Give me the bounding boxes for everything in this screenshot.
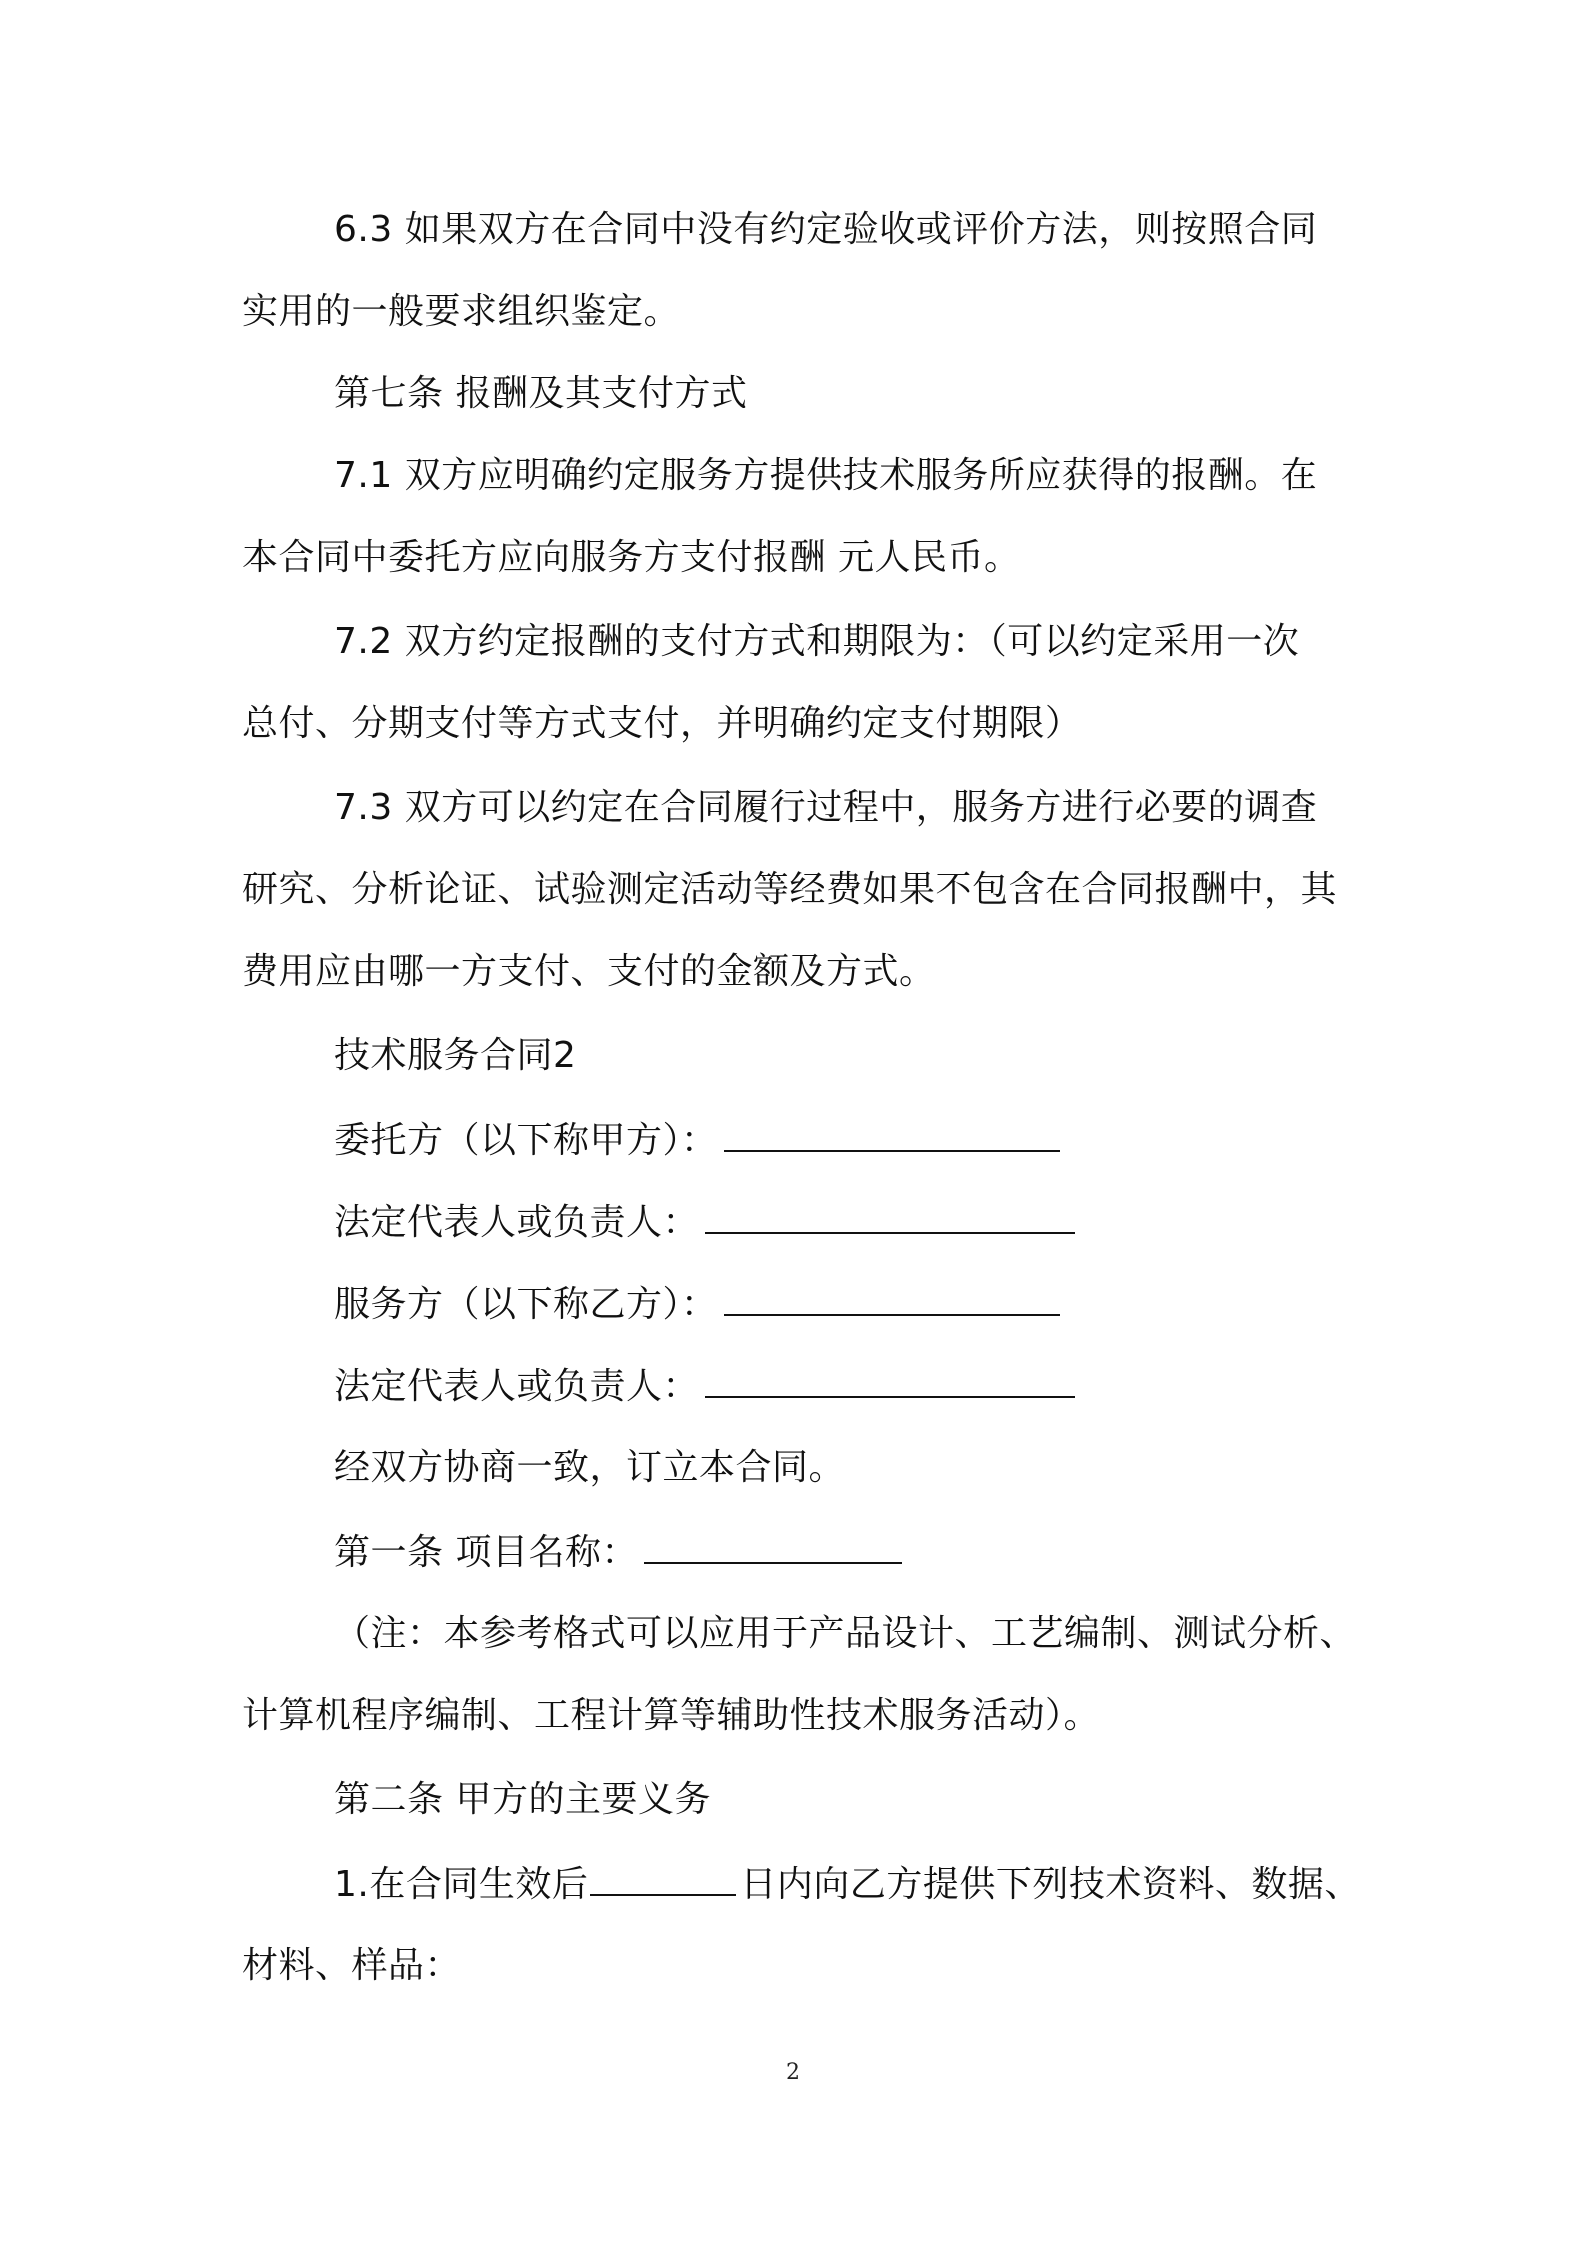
service-representative-blank [705,1362,1075,1398]
client-representative-blank [705,1198,1075,1234]
article-1-row [334,1528,902,1575]
article-2-heading: 第二条 甲方的主要义务 [334,1779,711,1820]
service-representative-row [334,1362,1075,1409]
note-line2: 计算机程序编制、工程计算等辅助性技术服务活动）。 [242,1695,1101,1736]
page-number: 2 [786,2060,800,2085]
service-party-blank [724,1280,1060,1316]
para-7-3-line2: 研究、分析论证、试验测定活动等经费如果不包含在合同报酬中，其 [242,869,1338,910]
project-name-blank [644,1528,902,1564]
service-representative-label: 法定代表人或负责人： [334,1366,700,1407]
duty-1-line2: 材料、样品： [242,1945,462,1986]
agreement-sentence: 经双方协商一致，订立本合同。 [334,1447,846,1488]
client-party-blank [724,1116,1060,1152]
article-7-heading: 第七条 报酬及其支付方式 [334,373,748,414]
client-party-row [334,1116,1060,1163]
days-blank [590,1860,736,1896]
client-party-label: 委托方（以下称甲方）： [334,1120,718,1161]
duty-1-text-after: 日内向乙方提供下列技术资料、数据、 [740,1864,1361,1905]
para-7-2-line2: 总付、分期支付等方式支付，并明确约定支付期限） [242,703,1082,744]
note-line1: （注：本参考格式可以应用于产品设计、工艺编制、测试分析、 [334,1613,1357,1654]
duty-1-line1 [334,1860,1361,1907]
para-6-3-line1: 6.3 如果双方在合同中没有约定验收或评价方法，则按照合同 [334,209,1318,250]
service-party-label: 服务方（以下称乙方）： [334,1284,718,1325]
contract-2-title: 技术服务合同2 [334,1035,577,1076]
service-party-row [334,1280,1060,1327]
para-7-3-line3: 费用应由哪一方支付、支付的金额及方式。 [242,951,936,992]
para-7-2-line1: 7.2 双方约定报酬的支付方式和期限为：（可以约定采用一次 [334,621,1300,662]
para-6-3-line2: 实用的一般要求组织鉴定。 [242,291,681,332]
para-7-1-line1: 7.1 双方应明确约定服务方提供技术服务所应获得的报酬。在 [334,455,1318,496]
client-representative-label: 法定代表人或负责人： [334,1202,700,1243]
article-1-label: 第一条 项目名称： [334,1532,638,1573]
para-7-3-line1: 7.3 双方可以约定在合同履行过程中，服务方进行必要的调查 [334,787,1318,828]
duty-1-text-before: 1.在合同生效后 [334,1864,589,1905]
para-7-1-line2: 本合同中委托方应向服务方支付报酬 元人民币。 [242,537,1021,578]
client-representative-row [334,1198,1075,1245]
